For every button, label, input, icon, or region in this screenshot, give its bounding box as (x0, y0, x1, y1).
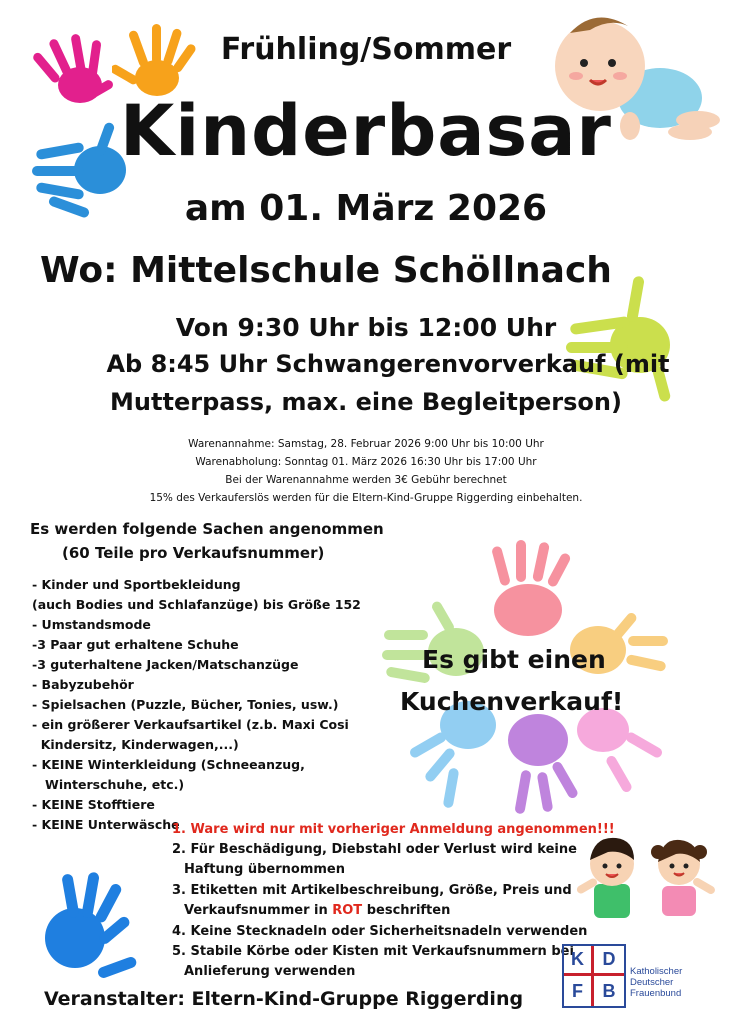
list-item: -3 guterhaltene Jacken/Matschanzüge (32, 657, 299, 672)
logo-letter: B (602, 980, 616, 1001)
list-item: - Umstandsmode (32, 617, 151, 632)
logo-letter: K (564, 946, 594, 976)
event-date: am 01. März 2026 (184, 188, 548, 229)
presale-line-1: Ab 8:45 Uhr Schwangerenvorverkauf (mit (106, 350, 670, 378)
logo-text-line: Frauenbund (630, 988, 682, 999)
list-item: - Kinder und Sportbekleidung (32, 577, 241, 592)
list-item: - KEINE Unterwäsche (32, 817, 180, 832)
logo-text-line: Katholischer (630, 966, 683, 977)
rule-5-cont: Anlieferung verwenden (184, 964, 356, 979)
rule-4: 4. Keine Stecknadeln oder Sicherheitsnadeln verwenden (172, 924, 588, 939)
list-item: - ein größerer Verkaufsartikel (z.b. Maxi Cosi (32, 717, 349, 732)
event-location: Wo: Mittelschule Schöllnach (40, 250, 612, 291)
list-item: - KEINE Stofftiere (32, 797, 155, 812)
rule-3-cont (184, 903, 450, 918)
list-item: - Babyzubehör (32, 677, 134, 692)
children-illustration-icon (572, 822, 722, 932)
rule-3: 3. Etiketten mit Artikelbeschreibung, Größe, Preis und (172, 883, 572, 898)
info-line: Warenabholung: Sonntag 01. März 2026 16:30 Uhr bis 17:00 Uhr (195, 456, 537, 468)
page-title: Kinderbasar (120, 90, 612, 172)
rule-3-red-word: ROT (332, 903, 363, 918)
list-item: Kindersitz, Kinderwagen,...) (32, 737, 239, 752)
event-time: Von 9:30 Uhr bis 12:00 Uhr (175, 313, 557, 342)
kdfb-logo-text (630, 966, 682, 999)
handprint-cluster-icon (378, 540, 678, 820)
handprint-blue-bottom-icon (25, 868, 155, 988)
accepted-heading-1: Es werden folgende Sachen angenommen (30, 520, 384, 538)
rule-2: 2. Für Beschädigung, Diebstahl oder Verlust wird keine (172, 842, 577, 857)
cake-line-1: Es gibt einen (422, 645, 606, 674)
rule-3-text-end: beschriften (362, 903, 451, 918)
list-item: - Spielsachen (Puzzle, Bücher, Tonies, usw.) (32, 697, 339, 712)
list-item: - KEINE Winterkleidung (Schneeanzug, (32, 757, 305, 772)
rule-2-cont: Haftung übernommen (184, 862, 346, 877)
presale-line-2: Mutterpass, max. eine Begleitperson) (110, 388, 622, 416)
accepted-heading-2: (60 Teile pro Verkaufsnummer) (62, 544, 325, 562)
info-line: 15% des Verkauferslös werden für die Eltern-Kind-Gruppe Riggerding einbehalten. (149, 492, 583, 504)
list-item: Winterschuhe, etc.) (32, 777, 185, 792)
list-item: -3 Paar gut erhaltene Schuhe (32, 637, 239, 652)
list-item: (auch Bodies und Schlafanzüge) bis Größe 152 (32, 597, 361, 612)
organizer: Veranstalter: Eltern-Kind-Gruppe Riggerding (44, 988, 524, 1010)
logo-letter: D (594, 946, 624, 976)
kdfb-logo (562, 944, 626, 1008)
logo-text-line: Deutscher (630, 977, 674, 988)
rule-5: 5. Stabile Körbe oder Kisten mit Verkaufsnummern bei (172, 944, 574, 959)
cake-line-2: Kuchenverkauf! (400, 687, 624, 716)
rule-1: 1. Ware wird nur mit vorheriger Anmeldung angenommen!!! (172, 822, 615, 837)
season-heading: Frühling/Sommer (220, 32, 512, 67)
rule-3-text: Verkaufsnummer in (184, 903, 333, 918)
info-line: Bei der Warenannahme werden 3€ Gebühr berechnet (225, 474, 507, 486)
info-line: Warenannahme: Samstag, 28. Februar 2026 9:00 Uhr bis 10:00 Uhr (188, 438, 544, 450)
logo-letter: F (564, 976, 594, 1006)
